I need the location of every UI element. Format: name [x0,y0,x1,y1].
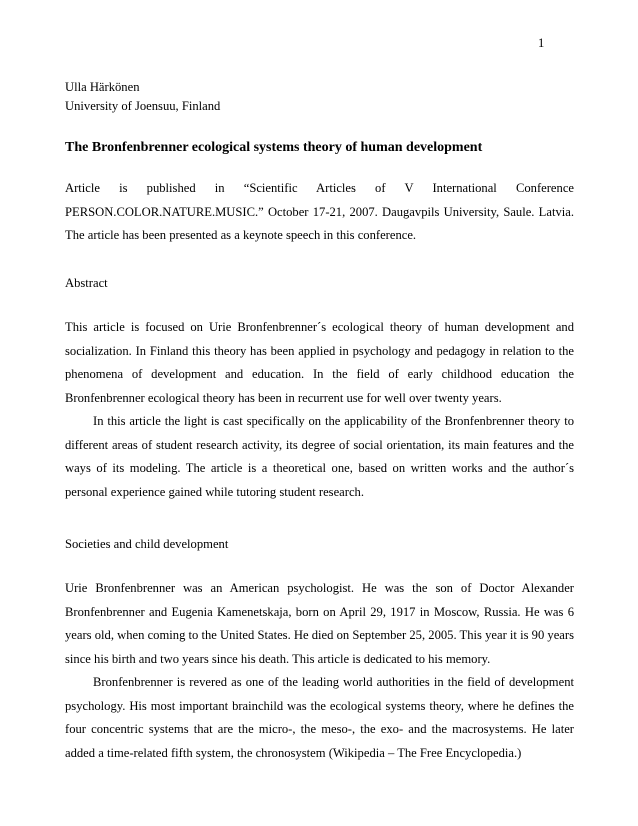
section-line: four concentric systems that are the micro-, the meso-, the exo- and the macrosystems. He later [65,722,574,736]
section-line: Urie Bronfenbrenner was an American psychologist. He was the son of Doctor Alexander [65,581,574,595]
author-name: Ulla Härkönen [65,80,140,94]
intro-line: PERSON.COLOR.NATURE.MUSIC.” October 17-21, 2007. Daugavpils University, Saule. Latvia. [65,204,574,219]
intro-paragraph [65,177,574,248]
section-line: years old, when coming to the United States. He died on September 25, 2005. This year it is 90 years [65,628,574,642]
page-number: 1 [538,36,545,50]
abstract-line: Bronfenbrenner ecological theory has been in recurrent use for well over twenty years. [65,390,502,405]
section-line: since his birth and two years since his death. This article is dedicated to his memory. [65,651,491,666]
abstract-line: different areas of student research activity, its degree of social orientation, its main features and the [65,437,574,452]
abstract-line: This article is focused on Urie Bronfenbrenner´s ecological theory of human development and [65,320,574,334]
section-paragraphs [65,577,574,765]
section-line: psychology. His most important brainchild was the ecological systems theory, where he defines the [65,698,574,713]
section-line: Bronfenbrenner is revered as one of the leading world authorities in the field of development [93,675,574,689]
abstract-heading: Abstract [65,276,108,290]
abstract-line: In this article the light is cast specifically on the applicability of the Bronfenbrenner theory to [93,414,574,428]
abstract-line: phenomena of development and education. In the field of early childhood education the [65,367,574,381]
section-line: added a time-related fifth system, the chronosystem (Wikipedia – The Free Encyclopedia.) [65,745,522,760]
section-line: Bronfenbrenner and Eugenia Kamenetskaja, born on April 29, 1917 in Moscow, Russia. He was 6 [65,604,574,619]
author-block [65,78,220,116]
section-heading: Societies and child development [65,537,229,551]
article-title: The Bronfenbrenner ecological systems theory of human development [65,140,483,155]
intro-line: The article has been presented as a keynote speech in this conference. [65,228,417,242]
abstract-paragraphs [65,316,574,504]
author-affiliation: University of Joensuu, Finland [65,99,221,113]
abstract-line: ways of its modeling. The article is a theoretical one, based on written works and the author´s [65,461,574,475]
abstract-line: socialization. In Finland this theory has been applied in psychology and pedagogy in relation to the [65,343,574,358]
intro-line: Article is published in “Scientific Articles of V International Conference [65,181,574,195]
abstract-line: personal experience gained while tutoring student research. [65,484,364,499]
